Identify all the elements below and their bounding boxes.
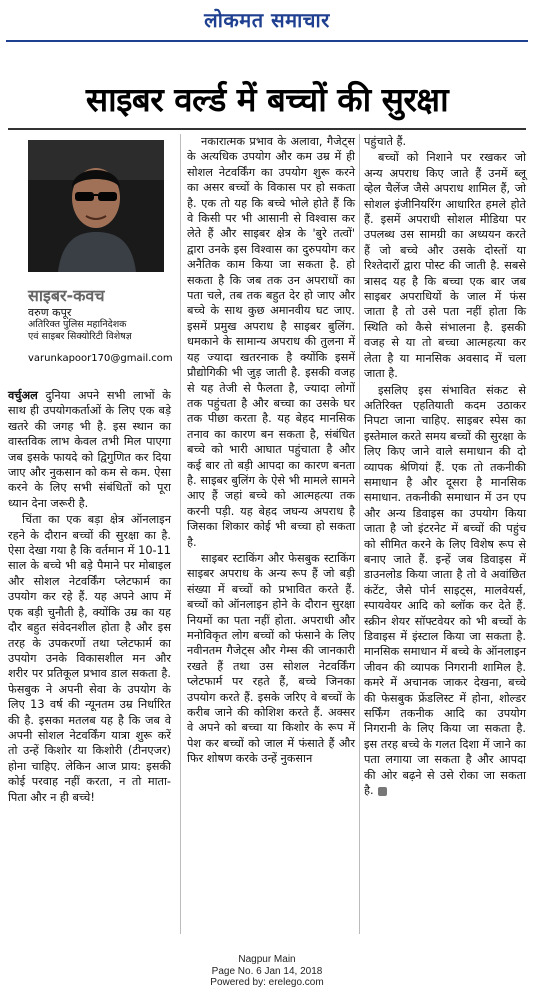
- paragraph: पहुंचाते हैं.: [364, 135, 407, 148]
- paragraph: इसलिए इस संभावित संकट से अतिरिक्त एहतियाती कदम उठाकर निपटा जाना चाहिए. साइबर स्पेस का इस्तेमाल करते समय बच्चों की सुरक्षा के लिए किए जाने वाले समाधान की दो व्यापक श्रेणियां हैं. एक तो तकनीकी समाधान है और दूसरा है मानसिक समाधान. तकनीकी समाधान में उन एप और अन्य डिवाइस का उपयोग किया जाता है जो इंटरनेट में बच्चों की पहुंच को सीमित करने के लिए विशेष रूप से बनाए जाते हैं. इन्हें जब डिवाइस में डाउनलोड किया जाता है तो वे अवांछित कंटेंट, जैसे पोर्न साइट्स, मालवेयर्स, स्पायवेयर आदि को ब्लॉक कर देते हैं. स्क्रीन शेयर सॉफ्टवेयर को भी बच्चों के डिवाइस में इंस्टाल किया जा सकता है. मानसिक समाधान में बच्चे के ऑनलाइन जीवन की व्यापक निगरानी शामिल है. कमरे में अचानक जाकर देखना, बच्चे की फेसबुक फ्रेंडलिस्ट में होना, शोल्डर सर्फिंग तकनीक आदि का उपयोग निगरानी के लिए किया जा सकता है. इस तरह बच्चे के गलत दिशा में जाने का पता लगाया जा सकता है और आपदा की ओर बढ़ने से उसे रोका जा सकता है.: [364, 383, 526, 798]
- author-block: [28, 306, 173, 343]
- paragraph: वर्चुअल दुनिया अपने सभी लाभों के साथ ही उपयोगकर्ताओं के लिए एक बड़े खतरे की जगह भी है. इस स्थान का वास्तविक लाभ केवल तभी मिल पाएगा जब इसके फायदे को द्विगुणित कर दिया जाए और नुकसान को कम से कम. ऐसा करने के लिए सभी संबंधितों को पूरा ध्यान देना जरूरी है.: [8, 389, 171, 510]
- page-date-label: Page No. 6 Jan 14, 2018: [211, 965, 323, 977]
- article-column-1: [8, 388, 171, 806]
- dateline: वर्चुअल: [8, 389, 38, 402]
- newspaper-logo: लोकमत समाचार: [204, 8, 330, 32]
- author-name: वरुण कपूर: [28, 306, 72, 319]
- paragraph: चिंता का एक बड़ा क्षेत्र ऑनलाइन रहने के दौरान बच्चों की सुरक्षा का है. ऐसा देखा गया है कि वर्तमान में 10-11 साल के बच्चे भी बड़े पैमाने पर मोबाइल और सोशल नेटवर्किंग प्लेटफार्म का उपयोग कर रहे हैं. यह अपने आप में एक बड़ी चुनौती है, क्योंकि उम्र का यह दौर बहुत संवेदनशील होता है और इस तरह के उपकरणों तथा प्लेटफार्म का उपयोग उनके विकासशील मन और शरीर पर प्रतिकूल प्रभाव डाल सकता है. फेसबुक ने अपनी सेवा के उपयोग के लिए 13 वर्ष की न्यूनतम उम्र निर्धारित की है. इसका मतलब यह है कि जब वे अपनी सोशल नेटवर्किंग यात्रा शुरू करें तो उन्हें किशोर या किशोरी (टीनएजर) होना चाहिए. लेकिन आज प्राय: इसकी कोई परवाह नहीं करता, न तो माता-पिता और न ही बच्चे!: [8, 513, 171, 804]
- paragraph: साइबर स्टाकिंग और फेसबुक स्टाकिंग साइबर अपराध के अन्य रूप हैं जो बड़ी संख्या में बच्चों को प्रभावित करते हैं. बच्चों को ऑनलाइन होने के दौरान सुरक्षा नियमों का पता नहीं होता. अपराधी और मनोविकृत लोग बच्चों को फंसाने के लिए नवीनतम गैजेट्स और गेम्स की जानकारी रखते हैं तथा उस सोशल नेटवर्किंग प्लेटफार्म पर रहते हैं, बच्चे जिनका उपयोग करते हैं. इसके जरिए वे बच्चों के करीब जाने की कोशिश करते हैं. अक्सर वे अपने को बच्चा या किशोर के रूप में पेश कर बच्चों को जाल में फंसाते हैं और फिर शोषण करके उन्हें नुकसान: [187, 551, 355, 766]
- article-column-2: [187, 134, 355, 768]
- paragraph: बच्चों को निशाने पर रखकर जो अन्य अपराध किए जाते हैं उनमें ब्लू व्हेल चैलेंज जैसे अपराध शामिल हैं, जो सोशल इंजीनियरिंग आधारित हमले होते हैं. इसमें अपराधी सोशल मीडिया पर उपलब्ध उस सामग्री का अध्ययन करते हैं जो बच्चे और उसके दोस्तों या रिश्तेदारों द्वारा पोस्ट की जाती है. सबसे त्रासद यह है कि बच्चा एक बार जब साइबर अपराधियों के जाल में फंस जाता है तो उसे पता नहीं होता कि स्थिति को कैसे संभालना है. इसकी वजह से या तो बच्चा आत्महत्या कर लेता है या मानसिक अवसाद में चला जाता है.: [364, 151, 526, 381]
- paragraph: नकारात्मक प्रभाव के अलावा, गैजेट्स के अत्यधिक उपयोग और कम उम्र में ही सोशल नेटवर्किंग का उपयोग शुरू करने का असर बच्चों के विकास पर हो सकता है. एक तो यह कि बच्चे भोले होते हैं कि वे किसी पर भी आसानी से विश्वास कर लेते हैं और साइबर क्षेत्र के 'बुरे तत्वों' द्वारा उनके इस विश्वास का दुरुपयोग कर अनैतिक काम किया जा सकता है. हो सकता है कि जब तक उन अपराधों का पता चले, तब तक बहुत देर हो जाए और बच्चे के साथ कुछ अमानवीय घट जाए. इसमें प्रमुख अपराध है साइबर बुलिंग. धमकाने के सामान्य अपराध की तुलना में यह ज्यादा खतरनाक है क्योंकि इसमें प्रौद्योगिकी भी जुड़ जाती है. इसकी वजह से यह तेजी से फैलता है, ज्यादा लोगों तक पहुंचता है और बच्चा का उसके घर तक पीछा करता है. यह बेहद मानसिक तनाव का कारण बन सकता है, संबंधित बच्चे को भारी आघात पहुंचाता है और कई बार तो बड़ी आपदा का कारण बनता है. साइबर बुलिंग के ऐसे भी मामले सामने आए हैं जहां बच्चे को आत्महत्या तक करनी पड़ी. यह बेहद जघन्य अपराध है जिसका शिकार कोई भी बच्चा हो सकता है.: [187, 135, 355, 549]
- masthead-rule: [6, 40, 528, 42]
- powered-by-link[interactable]: Powered by: erelego.com: [210, 977, 324, 988]
- column-divider: [180, 134, 181, 934]
- headline: साइबर वर्ल्ड में बच्चों की सुरक्षा: [85, 80, 449, 119]
- author-photo: [28, 140, 164, 272]
- column-divider: [359, 134, 360, 934]
- headline-rule: [8, 128, 526, 130]
- edition-label: Nagpur Main: [238, 954, 296, 965]
- page-footer: [0, 954, 534, 989]
- column-name: साइबर-कवच: [28, 286, 105, 305]
- masthead: [0, 6, 534, 33]
- author-designation: एवं साइबर सिक्योरिटी विशेषज्ञ: [28, 331, 132, 342]
- article-column-3: [364, 134, 526, 799]
- end-mark-icon: [378, 787, 387, 796]
- author-email[interactable]: varunkapoor170@gmail.com: [28, 353, 173, 364]
- author-designation: अतिरिक्त पुलिस महानिदेशक: [28, 319, 127, 330]
